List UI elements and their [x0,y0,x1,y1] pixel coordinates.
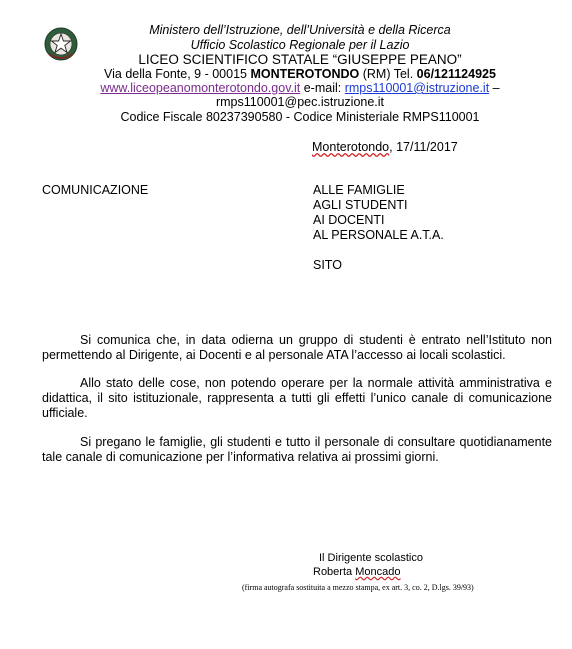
email-link[interactable]: rmps110001@istruzione.it [344,81,490,95]
signature-name [313,566,400,579]
paragraph: Allo stato delle cose, non potendo operare per la normale attività amministrativa e didattica, il sito istituzionale, rappresenta a tutti gli effetti l’unico canale di comunicazione ufficiale. [42,376,552,420]
signature-title: Il Dirigente scolastico [319,552,423,564]
email-dash: – [489,81,500,95]
address-city: MONTEROTONDO [250,67,360,81]
date: , 17/11/2017 [389,140,458,154]
recipient: ALLE FAMIGLIE [313,183,405,197]
address-line [60,67,540,82]
address-tel: 06/121124925 [416,67,496,81]
recipient: AI DOCENTI [313,213,385,227]
signature-first-name: Roberta [313,566,356,578]
contacts-line [60,81,540,96]
pec-address: rmps110001@pec.istruzione.it [215,95,385,109]
codes-line: Codice Fiscale 80237390580 - Codice Ministeriale RMPS110001 [120,110,480,124]
date-line [312,140,458,155]
recipients [313,183,444,243]
address-rm: (RM) Tel. [359,67,417,81]
school-name: LICEO SCIENTIFICO STATALE “GIUSEPPE PEANO” [138,52,462,67]
paragraph: Si pregano le famiglie, gli studenti e tutto il personale di consultare quotidianamente tale canale di comunicazione per l’informativa relativa ai prossimi giorni. [42,435,552,464]
email-label: e-mail: [300,81,345,95]
doc-type: COMUNICAZIONE [42,183,149,197]
signature-last-name: Moncado [355,566,401,578]
ministry-line: Ministero dell’Istruzione, dell’Università e della Ricerca [149,23,451,37]
paragraph: Si comunica che, in data odierna un gruppo di studenti è entrato nell’Istituto non permettendo al Dirigente, ai Docenti e al personale ATA l’accesso ai locali scolastici. [42,333,552,362]
office-line: Ufficio Scolastico Regionale per il Lazio [190,38,410,52]
recipient: AGLI STUDENTI [313,198,408,212]
site-label: SITO [313,258,342,272]
recipient: AL PERSONALE A.T.A. [313,228,444,242]
signature-note: (firma autografa sostituita a mezzo stampa, ex art. 3, co. 2, D.lgs. 39/93) [242,583,474,592]
place: Monterotondo [312,140,390,154]
website-link[interactable]: www.liceopeanomonterotondo.gov.it [100,81,301,95]
address-prefix: Via della Fonte, 9 - 00015 [104,67,251,81]
